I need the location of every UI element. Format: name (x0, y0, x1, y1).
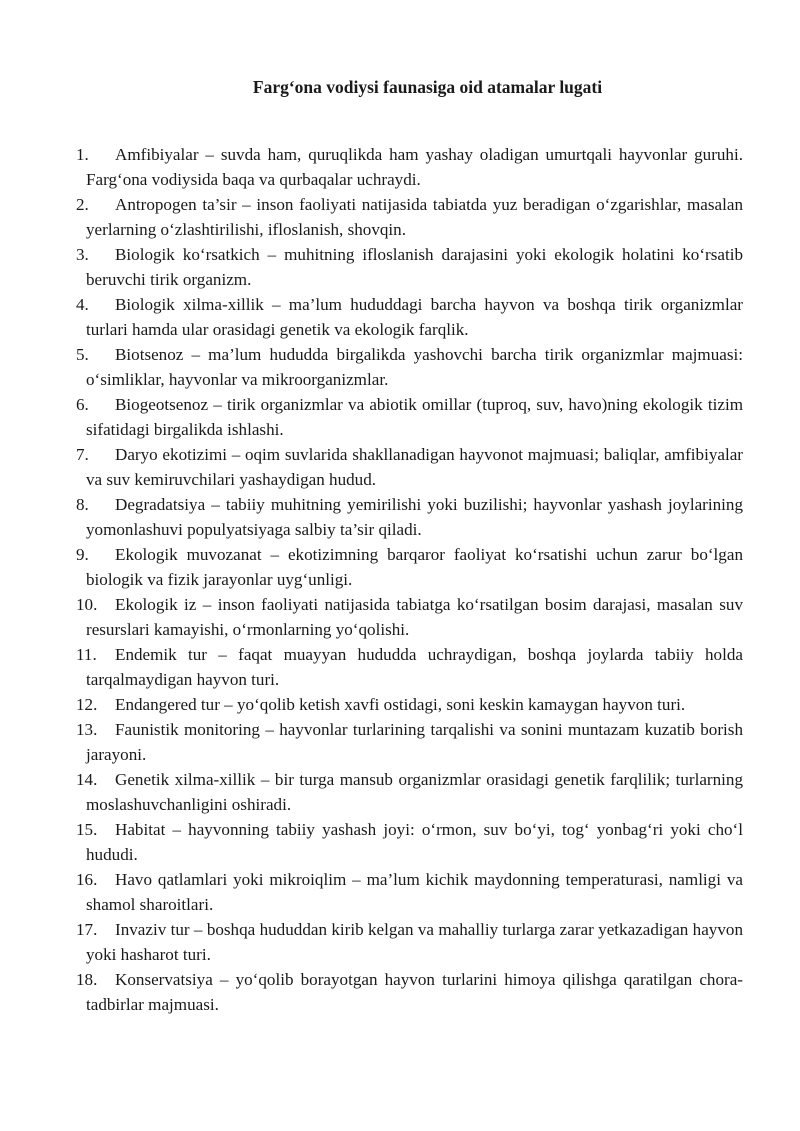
item-number: 9. (76, 545, 89, 564)
glossary-list (70, 142, 743, 1017)
item-text: Degradatsiya – tabiiy muhitning yemirilishi yoki buzilishi; hayvonlar yashash joylarining yomonlashuvi populyatsiyaga salbiy ta’sir qiladi. (86, 495, 743, 539)
item-number: 15. (76, 820, 98, 839)
item-number: 5. (76, 345, 89, 364)
item-number: 18. (76, 970, 98, 989)
glossary-item (70, 967, 743, 1017)
item-text: Biotsenoz – ma’lum hududda birgalikda yashovchi barcha tirik organizmlar majmuasi: o‘simliklar, hayvonlar va mikroorganizmlar. (86, 345, 743, 389)
item-text: Invaziv tur – boshqa hududdan kirib kelgan va mahalliy turlarga zarar yetkazadigan hayvon yoki hasharot turi. (86, 920, 743, 964)
item-number: 7. (76, 445, 89, 464)
item-text: Endangered tur – yo‘qolib ketish xavfi ostidagi, soni keskin kamaygan hayvon turi. (115, 695, 686, 714)
item-text: Ekologik iz – inson faoliyati natijasida tabiatga ko‘rsatilgan bosim darajasi, masalan suv resurslari kamayishi, o‘rmonlarning yo‘qolishi. (86, 595, 743, 639)
item-text: Genetik xilma-xillik – bir turga mansub organizmlar orasidagi genetik farqlilik; turlarning moslashuvchanligini oshiradi. (86, 770, 743, 814)
glossary-item (70, 642, 743, 692)
document-title: Farg‘ona vodiysi faunasiga oid atamalar lugati (252, 77, 603, 97)
item-text: Konservatsiya – yo‘qolib borayotgan hayvon turlarini himoya qilishga qaratilgan chora-tadbirlar majmuasi. (86, 970, 743, 1014)
glossary-item (70, 917, 743, 967)
glossary-item (70, 492, 743, 542)
item-text: Daryo ekotizimi – oqim suvlarida shakllanadigan hayvonot majmuasi; baliqlar, amfibiyalar va suv kemiruvchilari yashaydigan hudud. (86, 445, 743, 489)
glossary-item (70, 392, 743, 442)
item-number: 14. (76, 770, 98, 789)
glossary-item (70, 242, 743, 292)
glossary-item (70, 442, 743, 492)
glossary-item (70, 342, 743, 392)
item-number: 6. (76, 395, 89, 414)
item-text: Endemik tur – faqat muayyan hududda uchraydigan, boshqa joylarda tabiiy holda tarqalmaydigan hayvon turi. (86, 645, 743, 689)
glossary-item (70, 542, 743, 592)
glossary-item (70, 292, 743, 342)
item-number: 17. (76, 920, 98, 939)
glossary-item (70, 192, 743, 242)
glossary-item (70, 692, 743, 717)
item-number: 11. (76, 645, 97, 664)
item-text: Biogeotsenoz – tirik organizmlar va abiotik omillar (tuproq, suv, havo)ning ekologik tizim sifatidagi birgalikda ishlashi. (86, 395, 743, 439)
item-text: Ekologik muvozanat – ekotizimning barqaror faoliyat ko‘rsatishi uchun zarur bo‘lgan biologik va fizik jarayonlar uyg‘unligi. (86, 545, 743, 589)
item-text: Havo qatlamlari yoki mikroiqlim – ma’lum kichik maydonning temperaturasi, namligi va shamol sharoitlari. (86, 870, 743, 914)
item-number: 13. (76, 720, 98, 739)
glossary-item (70, 142, 743, 192)
item-number: 10. (76, 595, 98, 614)
item-number: 12. (76, 695, 98, 714)
item-number: 2. (76, 195, 89, 214)
item-text: Biologik xilma-xillik – ma’lum hududdagi barcha hayvon va boshqa tirik organizmlar turlari hamda ular orasidagi genetik va ekologik farqlik. (86, 295, 743, 339)
item-number: 4. (76, 295, 89, 314)
item-number: 1. (76, 145, 89, 164)
glossary-item (70, 592, 743, 642)
item-number: 16. (76, 870, 98, 889)
item-text: Biologik ko‘rsatkich – muhitning ifloslanish darajasini yoki ekologik holatini ko‘rsatib beruvchi tirik organizm. (86, 245, 743, 289)
glossary-item (70, 867, 743, 917)
item-text: Faunistik monitoring – hayvonlar turlarining tarqalishi va sonini muntazam kuzatib borish jarayoni. (86, 720, 743, 764)
glossary-item (70, 767, 743, 817)
glossary-item (70, 717, 743, 767)
item-number: 8. (76, 495, 89, 514)
item-number: 3. (76, 245, 89, 264)
item-text: Habitat – hayvonning tabiiy yashash joyi: o‘rmon, suv bo‘yi, tog‘ yonbag‘ri yoki cho‘l hududi. (86, 820, 743, 864)
item-text: Amfibiyalar – suvda ham, quruqlikda ham yashay oladigan umurtqali hayvonlar guruhi. Farg‘ona vodiysida baqa va qurbaqalar uchraydi. (86, 145, 743, 189)
item-text: Antropogen ta’sir – inson faoliyati natijasida tabiatda yuz beradigan o‘zgarishlar, masalan yerlarning o‘zlashtirilishi, ifloslanish, shovqin. (86, 195, 743, 239)
glossary-item (70, 817, 743, 867)
